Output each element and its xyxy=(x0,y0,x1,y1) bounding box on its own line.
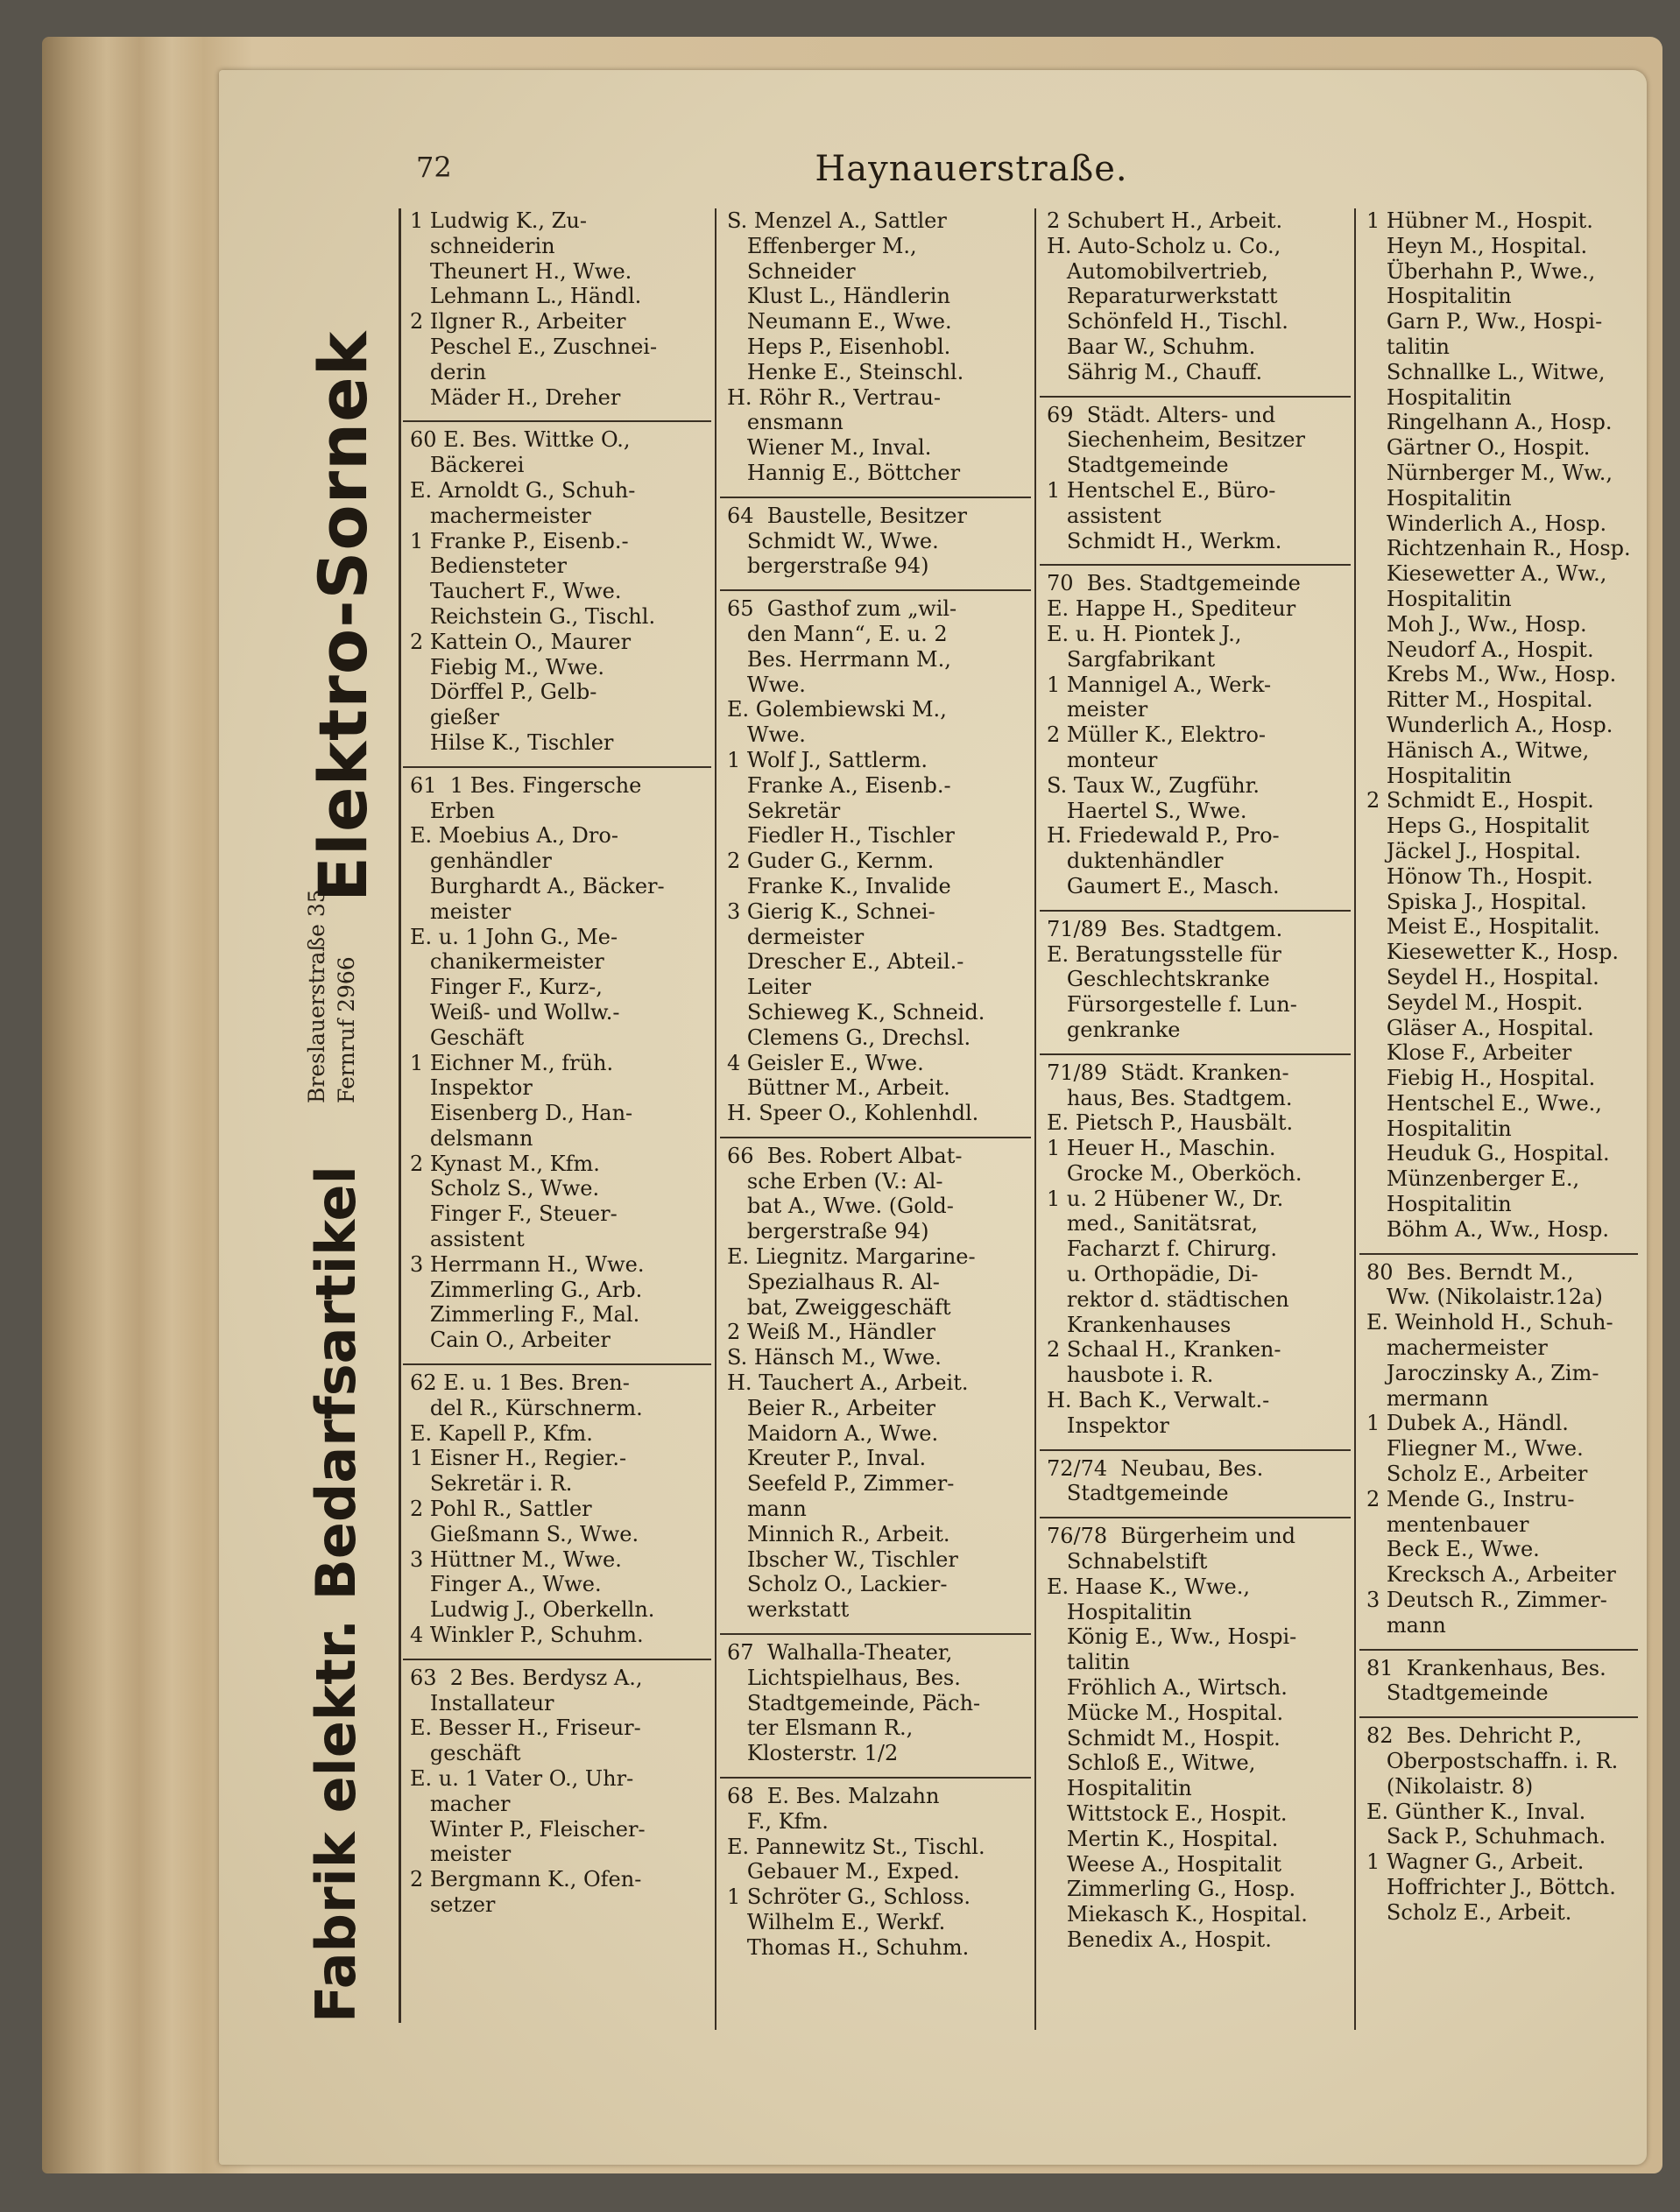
column-divider xyxy=(715,208,716,2030)
directory-entry: E. Golembiewski M., xyxy=(727,697,947,722)
directory-entry: Wilhelm E., Werkf. xyxy=(727,1910,946,1934)
column-divider xyxy=(1354,208,1356,2030)
directory-entry: Spiska J., Hospital. xyxy=(1366,889,1587,914)
directory-entry: bergerstraße 94) xyxy=(727,553,929,579)
directory-entry: Heyn M., Hospital. xyxy=(1366,233,1588,258)
directory-entry: Inspektor xyxy=(1047,1412,1169,1438)
house-number-entry: 65 Gasthof zum „wil- xyxy=(720,589,1031,622)
directory-entry: mann xyxy=(1366,1612,1446,1638)
directory-entry: Geschlechtskranke xyxy=(1047,967,1270,992)
directory-entry: Beier R., Arbeiter xyxy=(727,1395,936,1420)
directory-entry: Leiter xyxy=(727,975,812,1000)
directory-entry: dermeister xyxy=(727,924,865,949)
directory-entry: E. u. H. Piontek J., xyxy=(1047,621,1242,646)
directory-entry: Clemens G., Drechsl. xyxy=(727,1025,971,1050)
directory-entry: Mertin K., Hospital. xyxy=(1047,1826,1279,1851)
directory-entry: hausbote i. R. xyxy=(1047,1363,1214,1388)
directory-entry: mentenbauer xyxy=(1366,1511,1529,1537)
directory-entry: Ww. (Nikolaistr.12a) xyxy=(1366,1285,1603,1310)
directory-entry: Installateur xyxy=(410,1690,554,1715)
directory-entry: Sekretär i. R. xyxy=(410,1471,573,1497)
directory-entry: H. Auto-Scholz u. Co., xyxy=(1047,233,1281,258)
directory-entry: Schieweg K., Schneid. xyxy=(727,999,985,1025)
directory-column-4 xyxy=(1359,208,1638,2039)
directory-entry: Klust L., Händlerin xyxy=(727,284,950,309)
directory-entry: 1 Heuer H., Maschin. xyxy=(1047,1136,1276,1161)
house-number-entry: 60 E. Bes. Wittke O., xyxy=(403,420,711,453)
directory-entry: Oberpostschaffn. i. R. xyxy=(1366,1749,1619,1774)
directory-entry: Bes. Herrmann M., xyxy=(727,646,951,672)
directory-entry: rektor d. städtischen xyxy=(1047,1286,1289,1312)
directory-entry: 1 Schröter G., Schloss. xyxy=(727,1884,971,1910)
ad-address xyxy=(302,889,362,1103)
directory-entry: Weiß- und Wollw.- xyxy=(410,999,620,1025)
directory-entry: Wittstock E., Hospit. xyxy=(1047,1801,1288,1827)
ad-address-line1: Breslauerstraße 35 xyxy=(304,889,329,1103)
directory-entry: machermeister xyxy=(410,503,591,528)
directory-entry: H. Friedewald P., Pro- xyxy=(1047,823,1280,849)
directory-entry: E. Kapell P., Kfm. xyxy=(410,1420,593,1446)
directory-entry: Wwe. xyxy=(727,722,806,748)
directory-entry: E. Beratungsstelle für xyxy=(1047,941,1281,967)
directory-entry: Baar W., Schuhm. xyxy=(1047,334,1256,359)
directory-entry: Geschäft xyxy=(410,1025,525,1050)
directory-entry: meister xyxy=(410,898,512,924)
directory-entry: derin xyxy=(410,359,487,384)
directory-column-3 xyxy=(1040,208,1351,2039)
directory-entry: Eisenberg D., Han- xyxy=(410,1101,633,1126)
directory-entry: mann xyxy=(727,1497,807,1522)
house-number-entry: 71/89 Bes. Stadtgem. xyxy=(1040,910,1351,942)
directory-entry: schneiderin xyxy=(410,233,555,258)
directory-entry: Seydel H., Hospital. xyxy=(1366,964,1599,990)
directory-entry: Wunderlich A., Hosp. xyxy=(1366,712,1613,737)
directory-entry: Schloß E., Witwe, xyxy=(1047,1751,1256,1776)
directory-entry: Benedix A., Hospit. xyxy=(1047,1927,1272,1952)
directory-entry: Siechenheim, Besitzer xyxy=(1047,427,1305,453)
directory-entry: 3 Herrmann H., Wwe. xyxy=(410,1251,645,1277)
directory-entry: Schnabelstift xyxy=(1047,1549,1208,1574)
directory-entry: Haertel S., Wwe. xyxy=(1047,798,1247,823)
directory-entry: Hannig E., Böttcher xyxy=(727,460,961,485)
directory-entry: Drescher E., Abteil.- xyxy=(727,949,964,975)
directory-entry: (Nikolaistr. 8) xyxy=(1366,1773,1534,1799)
directory-entry: Maidorn A., Wwe. xyxy=(727,1420,939,1446)
directory-entry: Zimmerling G., Hosp. xyxy=(1047,1877,1296,1902)
directory-entry: Lichtspielhaus, Bes. xyxy=(727,1665,961,1690)
house-number-entry: 82 Bes. Dehricht P., xyxy=(1359,1716,1638,1749)
directory-entry: Kiesewetter A., Ww., xyxy=(1366,561,1607,587)
directory-entry: bat A., Wwe. (Gold- xyxy=(727,1194,954,1219)
directory-entry: Hospitalitin xyxy=(1047,1776,1192,1801)
directory-entry: Gläser A., Hospital. xyxy=(1366,1015,1594,1040)
directory-entry: Sährig M., Chauff. xyxy=(1047,359,1263,384)
directory-entry: Finger A., Wwe. xyxy=(410,1572,602,1597)
directory-entry: Garn P., Ww., Hospi- xyxy=(1366,309,1603,335)
directory-entry: S. Menzel A., Sattler xyxy=(727,208,947,233)
directory-entry: Büttner M., Arbeit. xyxy=(727,1075,950,1101)
directory-columns xyxy=(403,208,1638,2039)
directory-entry: Franke K., Invalide xyxy=(727,873,951,898)
directory-entry: 2 Pohl R., Sattler xyxy=(410,1497,592,1522)
directory-entry: den Mann“, E. u. 2 xyxy=(727,621,948,646)
directory-entry: u. Orthopädie, Di- xyxy=(1047,1262,1259,1287)
directory-entry: Überhahn P., Wwe., xyxy=(1366,258,1596,284)
directory-entry: Klose F., Arbeiter xyxy=(1366,1040,1572,1066)
directory-entry: Gaumert E., Masch. xyxy=(1047,873,1280,898)
directory-entry: Wiener M., Inval. xyxy=(727,435,932,461)
directory-entry: Sekretär xyxy=(727,798,841,823)
directory-entry: setzer xyxy=(410,1892,496,1917)
directory-entry: Gärtner O., Hospit. xyxy=(1366,435,1591,461)
column-divider xyxy=(1034,208,1036,2030)
house-number-entry: 71/89 Städt. Kranken- xyxy=(1040,1053,1351,1086)
directory-entry: Cain O., Arbeiter xyxy=(410,1328,611,1353)
house-number-entry: 67 Walhalla-Theater, xyxy=(720,1633,1031,1666)
directory-entry: Sack P., Schuhmach. xyxy=(1366,1824,1606,1849)
directory-entry: 2 Kattein O., Maurer xyxy=(410,629,632,654)
directory-entry: Schnallke L., Witwe, xyxy=(1366,359,1606,384)
directory-entry: Seefeld P., Zimmer- xyxy=(727,1471,955,1497)
directory-entry: Weese A., Hospitalit xyxy=(1047,1851,1282,1877)
directory-entry: Ibscher W., Tischler xyxy=(727,1546,958,1572)
directory-entry: Beck E., Wwe. xyxy=(1366,1537,1540,1562)
directory-entry: 2 Weiß M., Händler xyxy=(727,1320,936,1345)
directory-entry: mermann xyxy=(1366,1385,1489,1411)
directory-entry: Franke A., Eisenb.- xyxy=(727,772,951,798)
directory-entry: 1 u. 2 Hübener W., Dr. xyxy=(1047,1186,1284,1211)
directory-entry: E. Haase K., Wwe., xyxy=(1047,1574,1250,1599)
directory-entry: Krankenhauses xyxy=(1047,1312,1232,1337)
directory-entry: ter Elsmann R., xyxy=(727,1715,914,1741)
directory-entry: 1 Eisner H., Regier.- xyxy=(410,1446,627,1471)
directory-entry: 4 Winkler P., Schuhm. xyxy=(410,1623,644,1648)
directory-entry: Bediensteter xyxy=(410,553,567,579)
directory-entry: H. Bach K., Verwalt.- xyxy=(1047,1388,1270,1413)
directory-entry: Fliegner M., Wwe. xyxy=(1366,1436,1584,1462)
directory-entry: Automobilvertrieb, xyxy=(1047,258,1268,284)
directory-entry: ensmann xyxy=(727,410,844,435)
directory-entry: Peschel E., Zuschnei- xyxy=(410,334,658,359)
directory-entry: assistent xyxy=(1047,503,1161,528)
directory-entry: Ringelhann A., Hosp. xyxy=(1366,410,1613,435)
directory-entry: Hänisch A., Witwe, xyxy=(1366,737,1590,763)
directory-entry: Grocke M., Oberköch. xyxy=(1047,1160,1302,1186)
directory-entry: Miekasch K., Hospital. xyxy=(1047,1902,1308,1927)
directory-entry: Jaroczinsky A., Zim- xyxy=(1366,1360,1599,1385)
directory-entry: Richtzenhain R., Hosp. xyxy=(1366,536,1631,561)
directory-entry: Mücke M., Hospital. xyxy=(1047,1700,1284,1725)
directory-entry: König E., Ww., Hospi- xyxy=(1047,1624,1297,1650)
directory-entry: 2 Kynast M., Kfm. xyxy=(410,1151,600,1176)
house-number-entry: 72/74 Neubau, Bes. xyxy=(1040,1449,1351,1482)
directory-entry: meister xyxy=(1047,697,1148,722)
house-number-entry: 63 2 Bes. Berdysz A., xyxy=(403,1659,711,1691)
directory-entry: Seydel M., Hospit. xyxy=(1366,990,1584,1015)
directory-entry: 2 Schaal H., Kranken- xyxy=(1047,1337,1281,1363)
directory-entry: Stadtgemeinde, Päch- xyxy=(727,1690,981,1715)
directory-entry: E. Pietsch P., Hausbält. xyxy=(1047,1110,1294,1136)
directory-entry: Hospitalitin xyxy=(1366,1192,1512,1217)
directory-entry: H. Tauchert A., Arbeit. xyxy=(727,1370,969,1396)
directory-entry: Thomas H., Schuhm. xyxy=(727,1934,970,1960)
directory-entry: macher xyxy=(410,1791,511,1816)
house-number-entry: 64 Baustelle, Besitzer xyxy=(720,497,1031,529)
directory-entry: Krecksch A., Arbeiter xyxy=(1366,1562,1616,1588)
directory-entry: 2 Guder G., Kernm. xyxy=(727,849,935,874)
directory-entry: 1 Eichner M., früh. xyxy=(410,1050,614,1075)
directory-entry: Schönfeld H., Tischl. xyxy=(1047,309,1288,335)
directory-entry: Scholz S., Wwe. xyxy=(410,1176,600,1201)
directory-entry: Sargfabrikant xyxy=(1047,646,1216,672)
directory-entry: Finger F., Kurz-, xyxy=(410,975,603,1000)
directory-entry: Ludwig J., Oberkelln. xyxy=(410,1597,655,1623)
directory-entry: sche Erben (V.: Al- xyxy=(727,1168,943,1194)
directory-entry: 3 Hüttner M., Wwe. xyxy=(410,1546,622,1572)
house-number-entry: 62 E. u. 1 Bes. Bren- xyxy=(403,1363,711,1396)
directory-entry: Effenberger M., xyxy=(727,233,917,258)
directory-entry: 2 Schubert H., Arbeit. xyxy=(1047,208,1283,233)
directory-entry: Bäckerei xyxy=(410,453,525,478)
directory-entry: E. u. 1 Vater O., Uhr- xyxy=(410,1766,634,1792)
house-number-entry: 76/78 Bürgerheim und xyxy=(1040,1517,1351,1549)
house-number-entry: 70 Bes. Stadtgemeinde xyxy=(1040,564,1351,596)
directory-entry: 1 Mannigel A., Werk- xyxy=(1047,672,1272,697)
directory-entry: Kiesewetter K., Hosp. xyxy=(1366,940,1620,965)
directory-entry: Fröhlich A., Wirtsch. xyxy=(1047,1675,1288,1701)
directory-entry: Stadtgemeinde xyxy=(1047,1481,1229,1506)
directory-entry: Jäckel J., Hospital. xyxy=(1366,838,1581,863)
directory-entry: 1 Franke P., Eisenb.- xyxy=(410,528,629,553)
directory-entry: Moh J., Ww., Hosp. xyxy=(1366,611,1587,637)
directory-entry: Hilse K., Tischler xyxy=(410,729,614,755)
directory-entry: Dörffel P., Gelb- xyxy=(410,680,597,705)
ad-divider xyxy=(399,208,401,2023)
directory-entry: Fürsorgestelle f. Lun- xyxy=(1047,992,1297,1018)
directory-entry: Spezialhaus R. Al- xyxy=(727,1269,940,1294)
directory-entry: E. Weinhold H., Schuh- xyxy=(1366,1310,1613,1335)
directory-entry: bergerstraße 94) xyxy=(727,1219,929,1244)
directory-entry: E. Liegnitz. Margarine- xyxy=(727,1244,976,1270)
directory-entry: Wwe. xyxy=(727,672,806,697)
directory-entry: del R., Kürschnerm. xyxy=(410,1395,643,1420)
directory-entry: E. Happe H., Spediteur xyxy=(1047,596,1296,622)
house-number-entry: 66 Bes. Robert Albat- xyxy=(720,1137,1031,1169)
directory-entry: 1 Hübner M., Hospit. xyxy=(1366,208,1593,233)
directory-entry: Klosterstr. 1/2 xyxy=(727,1741,899,1766)
directory-entry: Lehmann L., Händl. xyxy=(410,284,642,309)
directory-entry: Böhm A., Ww., Hosp. xyxy=(1366,1216,1609,1242)
directory-entry: E. Moebius A., Dro- xyxy=(410,823,618,849)
directory-entry: Zimmerling G., Arb. xyxy=(410,1277,643,1302)
directory-entry: E. Arnoldt G., Schuh- xyxy=(410,477,636,503)
directory-entry: Inspektor xyxy=(410,1075,533,1101)
directory-entry: 1 Wagner G., Arbeit. xyxy=(1366,1849,1585,1875)
directory-entry: Hospitalitin xyxy=(1366,485,1512,511)
directory-entry: Hospitalitin xyxy=(1366,586,1512,611)
directory-entry: Theunert H., Wwe. xyxy=(410,258,632,284)
directory-entry: Schneider xyxy=(727,258,856,284)
directory-entry: 2 Ilgner R., Arbeiter xyxy=(410,309,626,335)
directory-entry: 4 Geisler E., Wwe. xyxy=(727,1050,924,1075)
directory-entry: Heps G., Hospitalit xyxy=(1366,814,1590,839)
directory-entry: Gießmann S., Wwe. xyxy=(410,1521,639,1546)
directory-entry: S. Hänsch M., Wwe. xyxy=(727,1345,942,1370)
directory-entry: Winderlich A., Hosp. xyxy=(1366,511,1607,536)
directory-entry: genkranke xyxy=(1047,1017,1181,1042)
directory-entry: Zimmerling F., Mal. xyxy=(410,1302,640,1328)
ad-company-name: Elektro-Sornek xyxy=(304,330,382,902)
directory-entry: Henke E., Steinschl. xyxy=(727,359,964,384)
directory-entry: Erben xyxy=(410,798,495,823)
directory-entry: Mäder H., Dreher xyxy=(410,384,621,410)
directory-entry: Scholz O., Lackier- xyxy=(727,1572,948,1597)
directory-entry: Fiebig M., Wwe. xyxy=(410,654,604,680)
directory-entry: haus, Bes. Stadtgem. xyxy=(1047,1085,1293,1110)
directory-entry: Hospitalitin xyxy=(1366,284,1512,309)
directory-column-2 xyxy=(720,208,1031,2039)
directory-entry: Hospitalitin xyxy=(1366,763,1512,788)
directory-entry: Burghardt A., Bäcker- xyxy=(410,873,665,898)
directory-entry: 3 Gierig K., Schnei- xyxy=(727,898,935,924)
directory-entry: gießer xyxy=(410,705,499,730)
directory-entry: Winter P., Fleischer- xyxy=(410,1816,646,1842)
directory-entry: geschäft xyxy=(410,1741,521,1766)
directory-entry: Kreuter P., Inval. xyxy=(727,1446,927,1471)
directory-entry: Finger F., Steuer- xyxy=(410,1201,618,1227)
directory-entry: Neudorf A., Hospit. xyxy=(1366,637,1594,662)
directory-entry: bat, Zweiggeschäft xyxy=(727,1294,951,1320)
directory-entry: Hönow Th., Hospit. xyxy=(1366,863,1593,889)
directory-entry: Schmidt H., Werkm. xyxy=(1047,528,1282,553)
directory-entry: werkstatt xyxy=(727,1597,850,1623)
directory-entry: monteur xyxy=(1047,747,1158,772)
directory-entry: Reichstein G., Tischl. xyxy=(410,603,656,629)
page-header-street: Haynauerstraße. xyxy=(815,149,1128,189)
directory-entry: Reparaturwerkstatt xyxy=(1047,284,1278,309)
directory-entry: 3 Deutsch R., Zimmer- xyxy=(1366,1588,1607,1613)
directory-entry: Hospitalitin xyxy=(1366,384,1512,410)
directory-entry: talitin xyxy=(1366,334,1450,359)
directory-entry: machermeister xyxy=(1366,1335,1548,1361)
directory-entry: 2 Schmidt E., Hospit. xyxy=(1366,788,1594,814)
directory-entry: 1 Ludwig K., Zu- xyxy=(410,208,587,233)
directory-entry: 2 Mende G., Instru- xyxy=(1366,1486,1575,1511)
directory-entry: assistent xyxy=(410,1227,525,1252)
directory-entry: S. Taux W., Zugführ. xyxy=(1047,772,1260,798)
directory-entry: Neumann E., Wwe. xyxy=(727,309,952,335)
directory-entry: E. Günther K., Inval. xyxy=(1366,1799,1586,1824)
house-number-entry: 69 Städt. Alters- und xyxy=(1040,396,1351,428)
directory-entry: H. Speer O., Kohlenhdl. xyxy=(727,1101,979,1126)
directory-entry: talitin xyxy=(1047,1650,1130,1675)
directory-entry: H. Röhr R., Vertrau- xyxy=(727,384,942,410)
directory-entry: Ritter M., Hospital. xyxy=(1366,687,1593,713)
directory-entry: Heuduk G., Hospital. xyxy=(1366,1141,1610,1166)
house-number-entry: 81 Krankenhaus, Bes. xyxy=(1359,1649,1638,1681)
directory-entry: genhändler xyxy=(410,849,552,874)
directory-entry: Krebs M., Ww., Hosp. xyxy=(1366,662,1617,687)
directory-entry: 2 Bergmann K., Ofen- xyxy=(410,1867,642,1892)
directory-entry: Münzenberger E., xyxy=(1366,1166,1580,1192)
directory-entry: Hoffrichter J., Böttch. xyxy=(1366,1875,1616,1899)
directory-entry: Scholz E., Arbeiter xyxy=(1366,1462,1588,1487)
directory-entry: Nürnberger M., Ww., xyxy=(1366,460,1613,485)
directory-entry: Gebauer M., Exped. xyxy=(727,1859,960,1884)
directory-entry: Schmidt M., Hospit. xyxy=(1047,1725,1281,1751)
directory-entry: Scholz E., Arbeit. xyxy=(1366,1899,1572,1925)
directory-entry: Schmidt W., Wwe. xyxy=(727,528,939,553)
directory-entry: E. Besser H., Friseur- xyxy=(410,1715,641,1741)
directory-entry: meister xyxy=(410,1842,512,1867)
house-number-entry: 68 E. Bes. Malzahn xyxy=(720,1777,1031,1809)
page-number: 72 xyxy=(416,151,452,184)
directory-entry: Minnich R., Arbeit. xyxy=(727,1521,950,1546)
directory-entry: Fiebig H., Hospital. xyxy=(1366,1066,1596,1091)
house-number-entry: 61 1 Bes. Fingersche xyxy=(403,766,711,799)
directory-entry: Hospitalitin xyxy=(1366,1116,1512,1141)
directory-entry: Hentschel E., Wwe., xyxy=(1366,1090,1602,1116)
directory-entry: E. Pannewitz St., Tischl. xyxy=(727,1834,985,1859)
ad-firm-text: Fabrik elektr. Bedarfsartikel xyxy=(304,1166,368,2023)
directory-entry: duktenhändler xyxy=(1047,849,1224,874)
directory-entry: 1 Dubek A., Händl. xyxy=(1366,1411,1569,1436)
directory-entry: 2 Müller K., Elektro- xyxy=(1047,722,1267,748)
directory-entry: Stadtgemeinde xyxy=(1366,1680,1549,1706)
directory-entry: chanikermeister xyxy=(410,949,604,975)
directory-entry: Fiedler H., Tischler xyxy=(727,823,955,849)
directory-entry: Hospitalitin xyxy=(1047,1599,1192,1624)
directory-column-1 xyxy=(403,208,711,2039)
ad-address-line2: Fernruf 2966 xyxy=(334,956,359,1103)
directory-entry: Stadtgemeinde xyxy=(1047,453,1229,478)
directory-entry: Heps P., Eisenhobl. xyxy=(727,334,951,359)
directory-entry: Tauchert F., Wwe. xyxy=(410,579,622,604)
directory-entry: Facharzt f. Chirurg. xyxy=(1047,1236,1277,1262)
directory-entry: Meist E., Hospitalit. xyxy=(1366,914,1600,940)
advertisement-strip xyxy=(302,201,400,2023)
directory-entry: 1 Wolf J., Sattlerm. xyxy=(727,747,928,772)
directory-entry: med., Sanitätsrat, xyxy=(1047,1211,1258,1236)
directory-entry: E. u. 1 John G., Me- xyxy=(410,924,618,949)
directory-entry: F., Kfm. xyxy=(727,1808,829,1834)
house-number-entry: 80 Bes. Berndt M., xyxy=(1359,1253,1638,1286)
directory-entry: 1 Hentschel E., Büro- xyxy=(1047,477,1276,503)
directory-entry: delsmann xyxy=(410,1125,533,1151)
